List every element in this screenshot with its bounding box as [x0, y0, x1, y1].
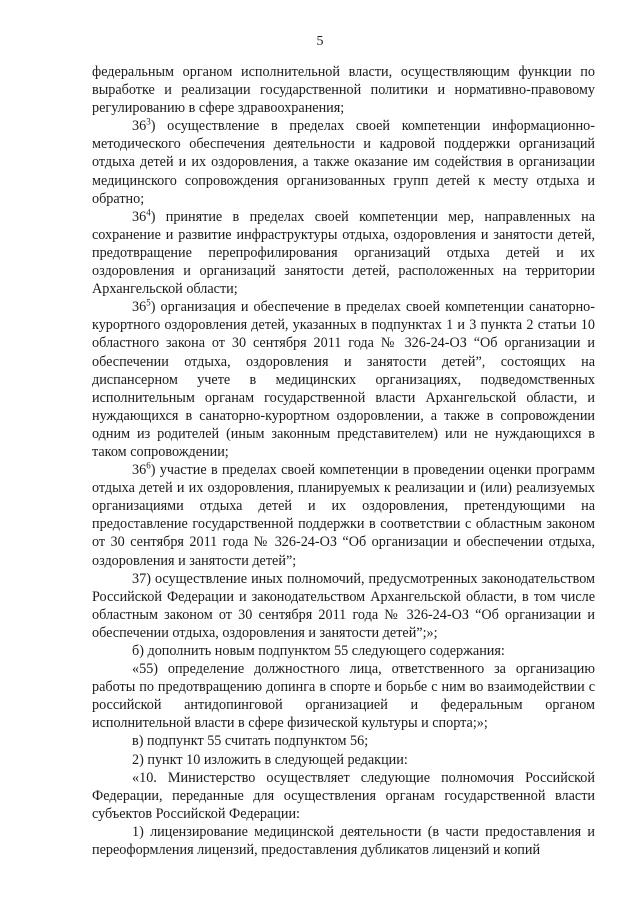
paragraph-36-5 [92, 298, 595, 461]
item-number: 36 [132, 208, 147, 225]
paragraph-37 [92, 570, 595, 642]
paragraph-text: ) организация и обеспечение в пределах своей компетенции санаторно-курортного оздоровления детей, указанных в подпунктах 1 и 3 пункта 2 статьи 10 областного закона от 30 сентября 2011 года № 326-24-ОЗ “Об организации и обеспечении отдыха, оздоровления и занятости детей”, состоящих на диспансерном учете в медицинских организациях, подведомственных исполнительным органам государственной власти Архангельской области, и нуждающихся в санаторно-курортном оздоровлении, а также в сопровождении одним из родителей (иным законным представителем) или не нуждающихся в таком сопровождении; [92, 299, 595, 460]
item-superscript: 4 [146, 207, 151, 218]
paragraph-2 [92, 751, 595, 769]
paragraph-text: федеральным органом исполнительной власти, осуществляющим функции по выработке и реализации государственной политики и нормативно-правовому регулированию в сфере здравоохранения; [92, 64, 595, 117]
paragraph-36-6 [92, 461, 595, 570]
paragraph-text: ) осуществление в пределах своей компетенции информационно-методического обеспечения деятельности и кадровой поддержки организаций отдыха детей и их оздоровления, а также оказание им содействия в организации медицинского сопровождения организованных групп детей к месту отдыха и обратно; [92, 118, 595, 207]
item-superscript: 6 [146, 460, 151, 471]
page-number: 5 [316, 34, 324, 49]
item-number: 36 [132, 462, 147, 479]
item-number: 36 [132, 118, 147, 135]
paragraph-36-3 [92, 117, 595, 207]
paragraph-text: б) дополнить новым подпунктом 55 следующего содержания: [132, 643, 505, 659]
paragraph-v [92, 732, 595, 750]
item-superscript: 5 [146, 297, 151, 308]
paragraph-text: 1) лицензирование медицинской деятельности (в части предоставления и переоформления лицензий, предоставления дубликатов лицензий и копий [92, 823, 595, 859]
item-superscript: 3 [146, 116, 151, 127]
paragraph-10 [92, 769, 595, 823]
paragraph-text: 37) осуществление иных полномочий, предусмотренных законодательством Российской Федерации и законодательством Архангельской области, в том числе областным законом от 30 сентября 2011 года № 326-24-ОЗ “Об организации и обеспечении отдыха, оздоровления и занятости детей”;»; [92, 570, 595, 641]
paragraph-1 [92, 823, 595, 859]
paragraph-text: ) принятие в пределах своей компетенции мер, направленных на сохранение и развитие инфраструктуры отдыха, оздоровления и занятости детей, предотвращение перепрофилирования организаций отдыха детей и их оздоровления и организаций занятости детей, расположенных на территории Архангельской области; [92, 208, 595, 298]
paragraph-36-4 [92, 208, 595, 298]
paragraph-text: 2) пункт 10 изложить в следующей редакции: [132, 751, 408, 768]
item-number: 36 [132, 299, 147, 316]
paragraph-text: «10. Министерство осуществляет следующие полномочия Российской Федерации, переданные для осуществления органам государственной власти субъектов Российской Федерации: [92, 769, 595, 822]
paragraph-text: ) участие в пределах своей компетенции в проведении оценки программ отдыха детей и их оздоровления, планируемых к реализации и (или) реализуемых организациями отдыха детей и их оздоровления, претендующими на предоставление государственной поддержки в соответствии с областным законом от 30 сентября 2011 года № 326-24-ОЗ “Об организации и обеспечении отдыха, оздоровления и занятости детей”; [92, 462, 595, 569]
paragraph-continuation [92, 63, 595, 117]
paragraph-b [92, 642, 595, 660]
paragraph-55 [92, 660, 595, 732]
paragraph-text: в) подпункт 55 считать подпунктом 56; [132, 733, 369, 750]
document-body [92, 63, 595, 859]
paragraph-text: «55) определение должностного лица, ответственного за организацию работы по предотвращению допинга в спорте и борьбе с ним во взаимодействии с российской антидопинговой организацией и федеральным органом исполнительной власти в сфере физической культуры и спорта;»; [92, 661, 595, 732]
